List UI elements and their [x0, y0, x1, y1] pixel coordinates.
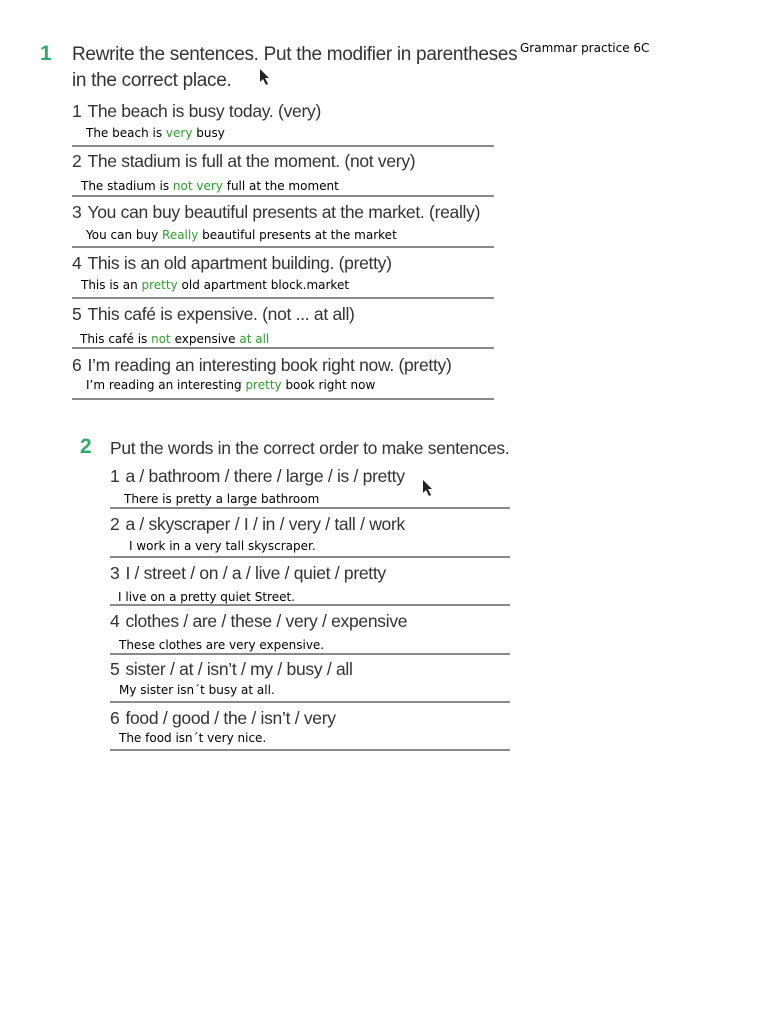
- ex2-rule-6: [110, 749, 510, 751]
- ex1-answer-3: You can buy Really beautiful presents at the market: [86, 228, 397, 242]
- ex1-prompt-4: 4 This is an old apartment building. (pretty): [72, 253, 392, 273]
- ex2-rule-2: [110, 556, 510, 558]
- ex1-rule-3: [72, 246, 494, 248]
- ex1-prompt-3: 3 You can buy beautiful presents at the market. (really): [72, 202, 481, 222]
- ex1-rule-4: [72, 297, 494, 299]
- ex1-prompt-2: 2 The stadium is full at the moment. (not very): [72, 151, 416, 171]
- exercise-2-title: Put the words in the correct order to make sentences.: [110, 438, 510, 458]
- ex1-prompt-6: 6 I’m reading an interesting book right now. (pretty): [72, 355, 452, 375]
- ex1-prompt-5: 5 This café is expensive. (not ... at all): [72, 304, 355, 324]
- ex2-prompt-6: 6 food / good / the / isn’t / very: [110, 708, 336, 728]
- ex1-answer-6: I’m reading an interesting pretty book right now: [86, 378, 376, 392]
- ex2-prompt-2: 2 a / skyscraper / I / in / very / tall / work: [110, 514, 405, 534]
- ex2-answer-5: My sister isn´t busy at all.: [119, 683, 275, 697]
- ex1-rule-5: [72, 347, 494, 349]
- ex2-answer-4: These clothes are very expensive.: [119, 638, 325, 652]
- ex2-prompt-4: 4 clothes / are / these / very / expensive: [110, 611, 408, 631]
- mouse-cursor-icon: [259, 68, 271, 86]
- ex2-rule-5: [110, 701, 510, 703]
- ex1-rule-1: [72, 145, 494, 147]
- ex2-prompt-3: 3 I / street / on / a / live / quiet / pretty: [110, 563, 386, 583]
- ex2-rule-1: [110, 507, 510, 509]
- ex2-prompt-1: 1 a / bathroom / there / large / is / pretty: [110, 466, 405, 486]
- exercise-1-number: 1: [40, 42, 52, 65]
- exercise-2-number: 2: [80, 435, 92, 458]
- ex1-rule-2: [72, 195, 494, 197]
- ex2-answer-6: The food isn´t very nice.: [119, 731, 267, 745]
- ex2-answer-3: I live on a pretty quiet Street.: [118, 590, 295, 604]
- ex1-answer-1: The beach is very busy: [86, 126, 225, 140]
- exercise-1-title-line2: in the correct place.: [72, 70, 232, 91]
- ex1-answer-5: This café is not expensive at all: [80, 332, 270, 346]
- mouse-cursor-icon-2: [422, 479, 434, 497]
- ex1-rule-6: [72, 398, 494, 400]
- ex1-answer-4: This is an pretty old apartment block.market: [81, 278, 350, 292]
- ex1-answer-2: The stadium is not very full at the moment: [81, 179, 339, 193]
- ex2-answer-2: I work in a very tall skyscraper.: [129, 539, 316, 553]
- exercise-1-title-line1: Rewrite the sentences. Put the modifier in parentheses: [72, 44, 518, 65]
- ex2-rule-3: [110, 604, 510, 606]
- ex1-prompt-1: 1 The beach is busy today. (very): [72, 101, 321, 121]
- ex2-answer-1: There is pretty a large bathroom: [124, 492, 320, 506]
- ex2-prompt-5: 5 sister / at / isn’t / my / busy / all: [110, 659, 353, 679]
- ex2-rule-4: [110, 653, 510, 655]
- worksheet-label: Grammar practice 6C: [520, 41, 650, 55]
